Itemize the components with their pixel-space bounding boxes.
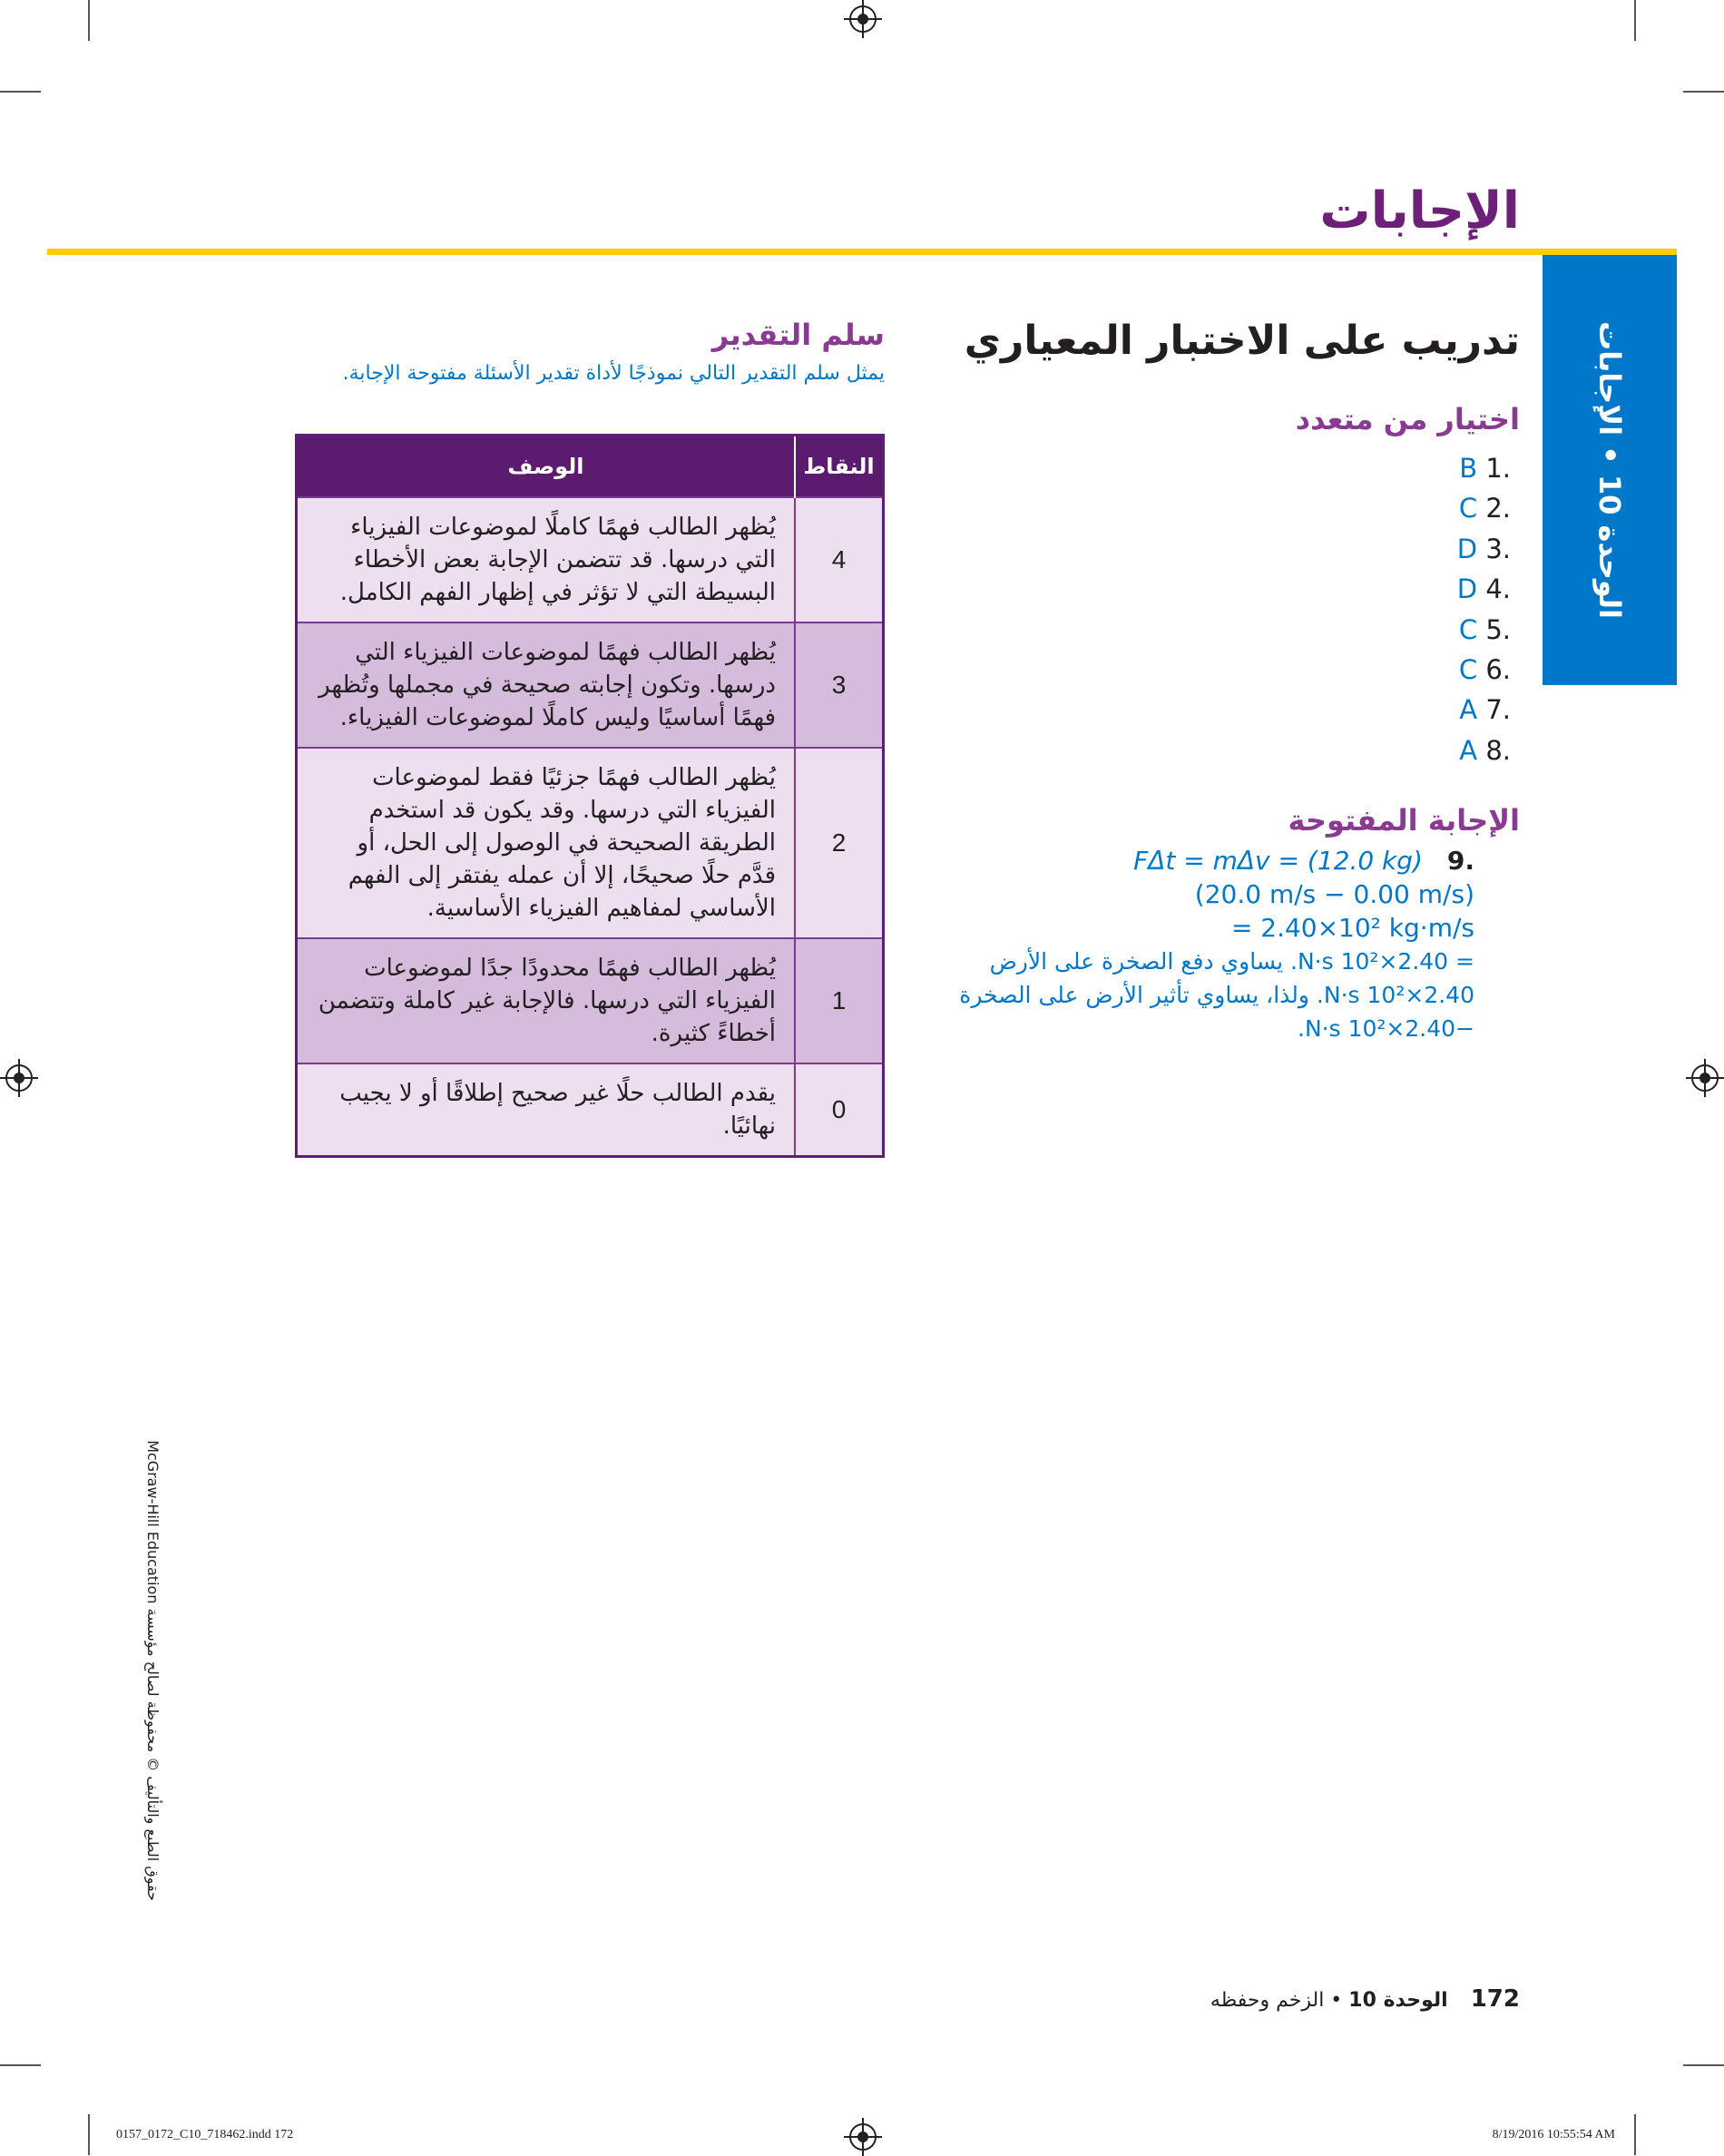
header-rule (47, 249, 1677, 255)
list-item: .5 C (1458, 613, 1511, 645)
list-item: .1 B (1459, 453, 1511, 484)
list-item: .3 D (1456, 533, 1511, 564)
list-item: .6 C (1458, 653, 1511, 685)
open-response-heading: الإجابة المفتوحة (1288, 803, 1520, 838)
crop-mark (1634, 0, 1636, 41)
list-item: .7 A (1459, 694, 1511, 726)
description-cell: يُظهر الطالب فهمًا كاملًا لموضوعات الفيزياء التي درسها. قد تتضمن الإجابة بعض الأخطاء البسيطة التي لا تؤثر في إظهار الفهم الكامل. (297, 497, 796, 622)
page-footer (1210, 1985, 1520, 2013)
list-item: .4 D (1456, 573, 1511, 605)
description-cell: يُظهر الطالب فهمًا لموضوعات الفيزياء التي درسها. وتكون إجابته صحيحة في مجملها وتُظهر فهمًا أساسيًا وليس كاملًا لموضوعات الفيزياء. (297, 622, 796, 748)
points-cell: 4 (795, 497, 884, 622)
crop-mark (88, 2114, 90, 2155)
table-row (297, 622, 884, 748)
crop-mark (0, 91, 41, 93)
column-header-points: النقاط (795, 436, 884, 498)
crop-mark (1683, 2064, 1724, 2066)
footer-chapter: الوحدة 10 (1348, 1989, 1448, 2012)
crop-mark (0, 2064, 41, 2066)
slug-filename: 0157_0172_C10_718462.indd 172 (116, 2128, 294, 2141)
description-cell: يقدم الطالب حلًا غير صحيح إطلاقًا أو لا يجيب نهائيًا. (297, 1063, 796, 1157)
page-number: 172 (1470, 1985, 1520, 2013)
chapter-side-tab (1543, 255, 1677, 685)
page-title: الإجابات (1319, 181, 1520, 240)
crop-mark (1683, 91, 1724, 93)
table-row (297, 748, 884, 938)
equation-line: = 2.40×10² kg·m/s (1230, 913, 1474, 943)
mc-answer-list (1329, 448, 1511, 770)
answer-line: −2.40×10² N·s. (1297, 1015, 1474, 1042)
equation-line: (20.0 m/s − 0.00 m/s) (1194, 879, 1474, 909)
points-cell: 1 (795, 938, 884, 1063)
side-tab-label: الوحدة 10 • الإجابات (1592, 321, 1627, 619)
crop-mark (88, 0, 90, 41)
footer-chapter-title: • الزخم وحفظه (1210, 1989, 1343, 2012)
points-cell: 3 (795, 622, 884, 748)
rubric-intro: يمثل سلم التقدير التالي نموذجًا لأداة تقدير الأسئلة مفتوحة الإجابة. (342, 362, 885, 385)
table-row (297, 1063, 884, 1157)
equation-line: FΔt = mΔv = (12.0 kg) (1133, 846, 1423, 876)
mc-heading: اختيار من متعدد (1295, 402, 1520, 436)
registration-mark-icon (5, 1064, 33, 1092)
list-item: .2 C (1458, 493, 1511, 524)
open-response-answer (885, 844, 1520, 1045)
crop-mark (1634, 2114, 1636, 2155)
table-row (297, 497, 884, 622)
registration-mark-icon (1691, 1064, 1719, 1092)
answer-line: = 2.40×10² N·s. يساوي دفع الصخرة على الأرض (989, 948, 1474, 975)
question-number: .9 (1446, 846, 1474, 876)
points-cell: 0 (795, 1063, 884, 1157)
list-item: .8 A (1459, 734, 1511, 766)
registration-mark-icon (849, 5, 877, 33)
registration-mark-icon (849, 2123, 877, 2151)
slug-date: 8/19/2016 10:55:54 AM (1492, 2128, 1615, 2141)
points-cell: 2 (795, 748, 884, 938)
table-row (297, 938, 884, 1063)
answer-line: 2.40×10² N·s. ولذا، يساوي تأثير الأرض على الصخرة (959, 982, 1474, 1008)
section-title: تدريب على الاختبار المعياري (964, 318, 1520, 364)
rubric-table (295, 434, 885, 1158)
column-header-description: الوصف (297, 436, 796, 498)
rubric-title: سلم التقدير (711, 318, 885, 352)
description-cell: يُظهر الطالب فهمًا محدودًا جدًا لموضوعات الفيزياء التي درسها. فالإجابة غير كاملة وتتضمن أخطاءً كثيرة. (297, 938, 796, 1063)
description-cell: يُظهر الطالب فهمًا جزئيًا فقط لموضوعات الفيزياء التي درسها. وقد يكون قد استخدم الطريقة الصحيحة في الوصول إلى الحل، أو قدَّم حلًا صحيحًا، إلا أن عمله يفتقر إلى الفهم الأساسي لمفاهيم الفيزياء الأساسية. (297, 748, 796, 938)
copyright-credit: حقوق الطبع والتأليف © محفوظة لصالح مؤسسة McGraw-Hill Education (144, 1440, 162, 1901)
